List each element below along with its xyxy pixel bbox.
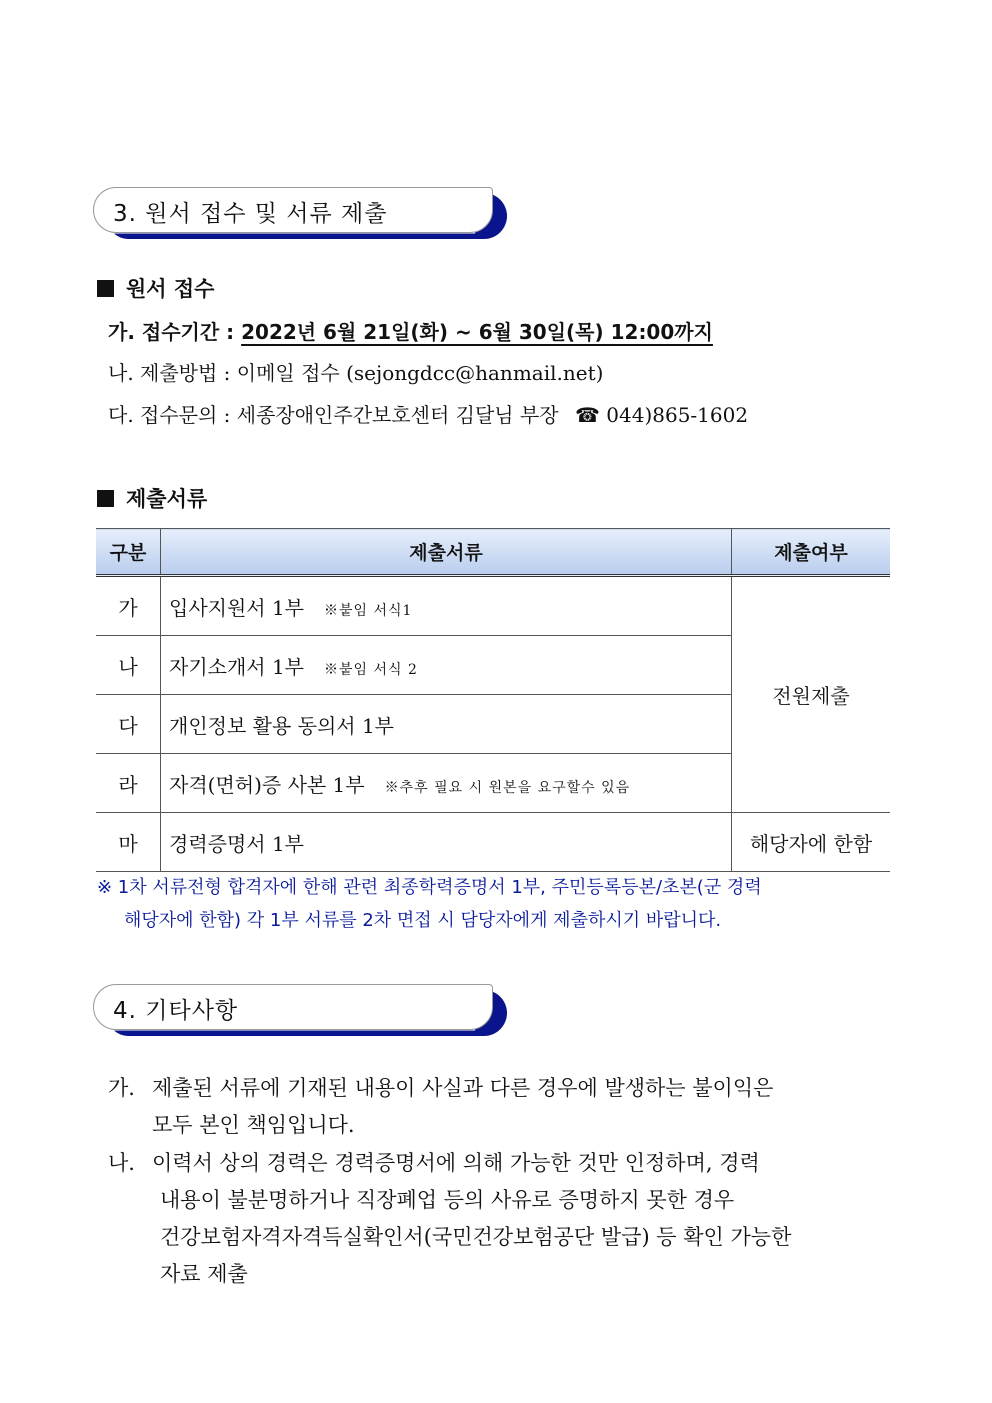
phone-icon: ☎ bbox=[574, 403, 600, 427]
item-line: 내용이 불분명하거나 직장폐업 등의 사유로 증명하지 못한 경우 bbox=[160, 1188, 735, 1212]
item-label: 가. bbox=[108, 1076, 135, 1100]
doc-name: 경력증명서 1부 bbox=[169, 831, 305, 856]
item-line: 자료 제출 bbox=[160, 1262, 248, 1286]
row-id: 다 bbox=[96, 695, 161, 754]
table-row bbox=[96, 813, 890, 872]
documents-heading bbox=[97, 483, 207, 513]
submit-applicable-cell: 해당자에 한함 bbox=[732, 813, 891, 872]
application-heading-text: 원서 접수 bbox=[126, 277, 215, 301]
other-item-b bbox=[108, 1145, 898, 1293]
row-doc bbox=[161, 754, 732, 813]
note-line-1: ※ 1차 서류전형 합격자에 한해 관련 최종학력증명서 1부, 주민등록등본/초본(군 경력 bbox=[97, 877, 762, 898]
note-line-2: 해당자에 한함) 각 1부 서류를 2차 면접 시 담당자에게 제출하시기 바랍니다. bbox=[124, 910, 722, 931]
table-header-row bbox=[96, 529, 890, 576]
doc-note: ※붙임 서식 2 bbox=[324, 661, 418, 678]
row-id: 라 bbox=[96, 754, 161, 813]
item-line: 모두 본인 책임입니다. bbox=[152, 1113, 355, 1137]
section-4-title-box bbox=[93, 984, 507, 1034]
doc-name: 입사지원서 1부 bbox=[169, 595, 305, 620]
separator: : bbox=[217, 361, 237, 385]
row-doc bbox=[161, 636, 732, 695]
other-item-a bbox=[108, 1070, 898, 1144]
documents-heading-text: 제출서류 bbox=[126, 487, 208, 511]
square-bullet-icon bbox=[97, 490, 114, 507]
item-label: 나. bbox=[108, 1151, 135, 1175]
doc-note: ※추후 필요 시 원본을 요구할수 있음 bbox=[384, 779, 631, 796]
square-bullet-icon bbox=[97, 280, 114, 297]
documents-table bbox=[96, 528, 890, 872]
table-row bbox=[96, 576, 890, 636]
row-doc bbox=[161, 695, 732, 754]
inquiry-label: 다. 접수문의 bbox=[108, 403, 218, 427]
method-label: 나. 제출방법 bbox=[108, 361, 218, 385]
doc-note: ※붙임 서식1 bbox=[324, 602, 413, 619]
col-category: 구분 bbox=[96, 529, 161, 576]
period-value: 2022년 6월 21일(화) ~ 6월 30일(목) 12:00까지 bbox=[241, 320, 713, 344]
separator: : bbox=[217, 403, 237, 427]
application-heading bbox=[97, 273, 214, 303]
separator: : bbox=[219, 320, 242, 344]
inquiry-value: 세종장애인주간보호센터 김달님 부장 bbox=[236, 403, 559, 427]
application-period bbox=[108, 316, 713, 345]
documents-note bbox=[97, 871, 762, 937]
inquiry bbox=[108, 399, 748, 428]
row-id: 나 bbox=[96, 636, 161, 695]
phone-number: 044)865-1602 bbox=[606, 403, 749, 427]
item-line: 이력서 상의 경력은 경력증명서에 의해 가능한 것만 인정하며, 경력 bbox=[152, 1151, 760, 1175]
row-doc bbox=[161, 576, 732, 636]
submission-method bbox=[108, 357, 603, 386]
submit-all-cell: 전원제출 bbox=[732, 576, 891, 813]
doc-name: 자기소개서 1부 bbox=[169, 654, 305, 679]
row-id: 마 bbox=[96, 813, 161, 872]
period-label: 가. 접수기간 bbox=[108, 320, 220, 344]
doc-name: 자격(면허)증 사본 1부 bbox=[169, 772, 365, 797]
col-documents: 제출서류 bbox=[161, 529, 732, 576]
doc-name: 개인정보 활용 동의서 1부 bbox=[169, 713, 394, 738]
section-4-title: 4. 기타사항 bbox=[113, 998, 239, 1024]
section-3-title-box bbox=[93, 187, 507, 237]
item-line: 건강보험자격자격득실확인서(국민건강보험공단 발급) 등 확인 가능한 bbox=[160, 1225, 792, 1249]
section-3-title: 3. 원서 접수 및 서류 제출 bbox=[113, 201, 388, 227]
row-id: 가 bbox=[96, 576, 161, 636]
method-value: 이메일 접수 (sejongdcc@hanmail.net) bbox=[236, 361, 604, 385]
row-doc bbox=[161, 813, 732, 872]
col-submission: 제출여부 bbox=[732, 529, 891, 576]
item-line: 제출된 서류에 기재된 내용이 사실과 다른 경우에 발생하는 불이익은 bbox=[152, 1076, 774, 1100]
